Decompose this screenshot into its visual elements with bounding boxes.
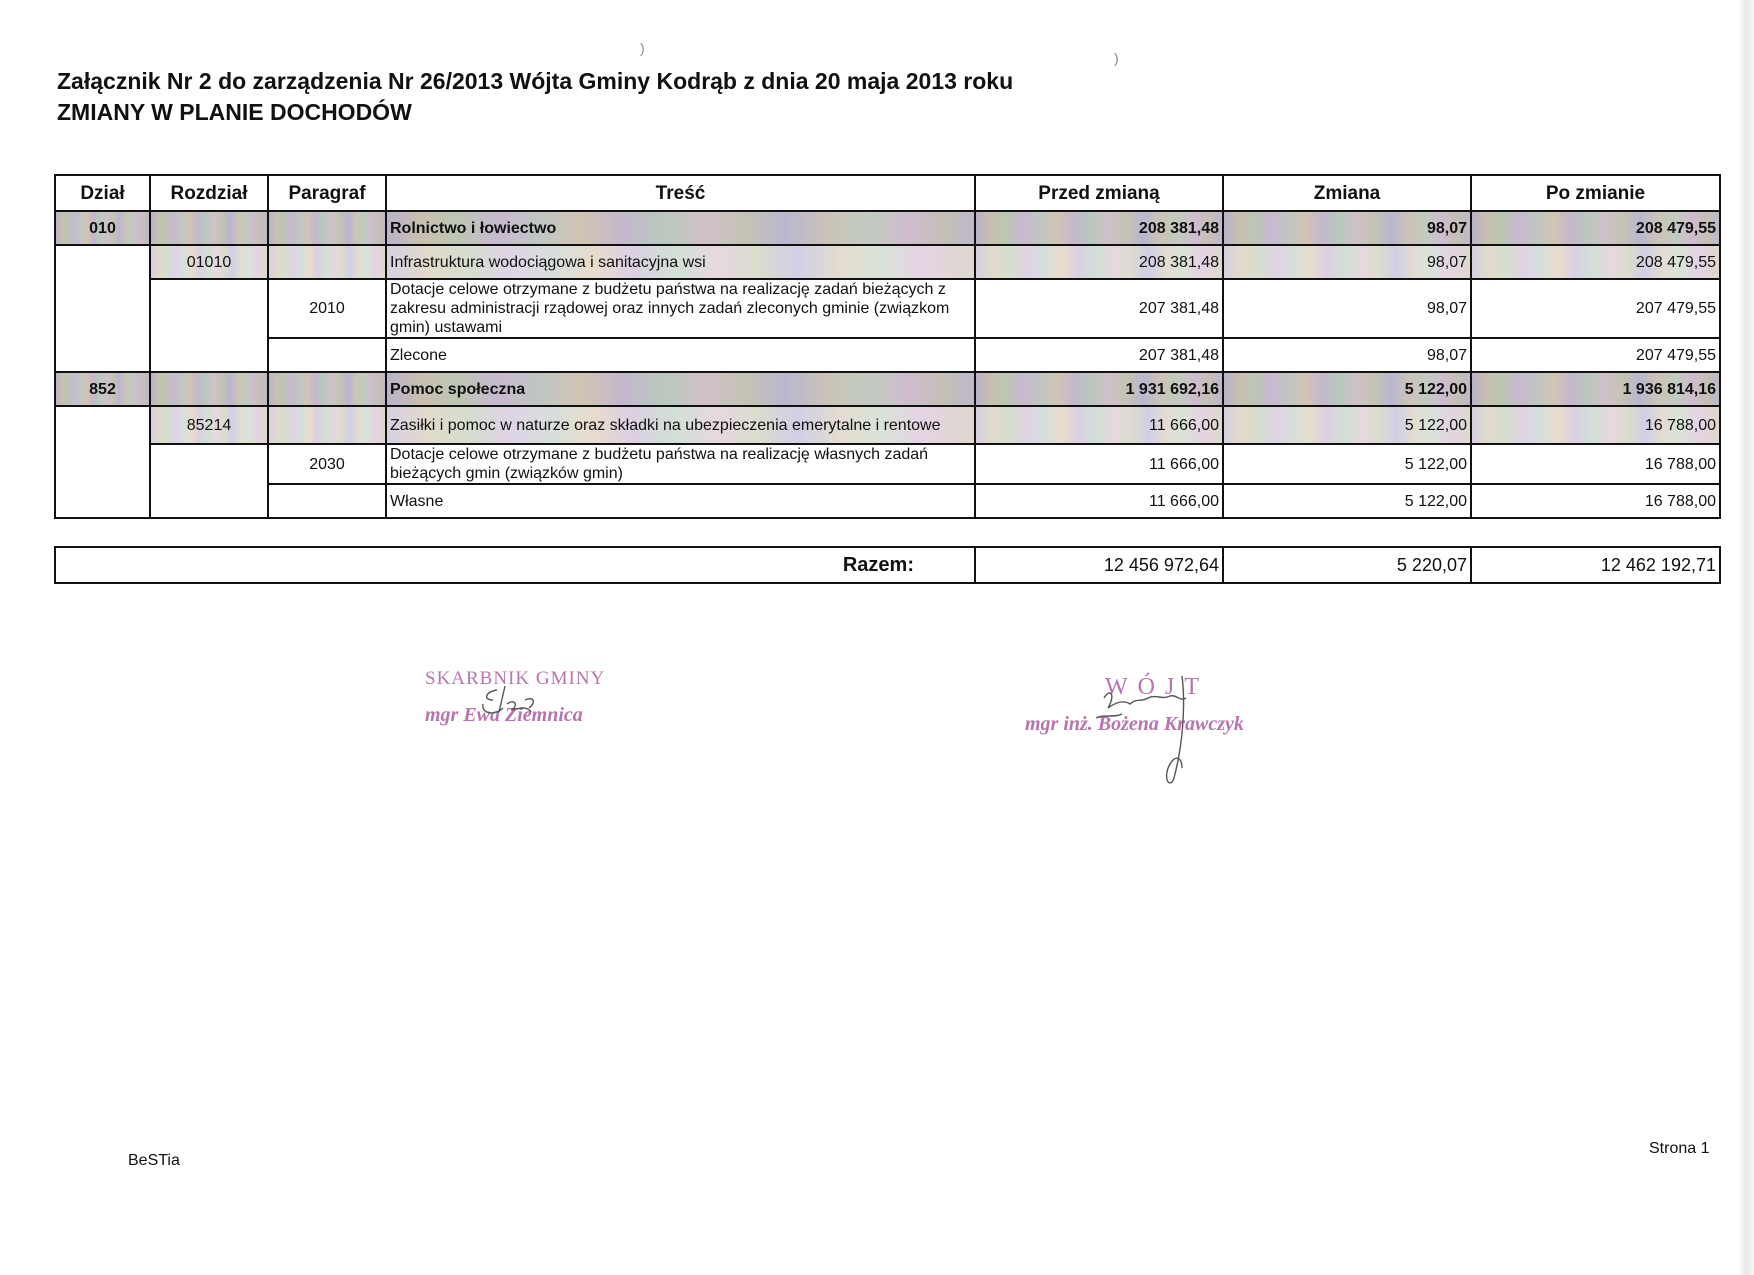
document-subtitle: ZMIANY W PLANIE DOCHODÓW bbox=[57, 99, 412, 125]
mayor-stamp-title: WÓJT bbox=[1105, 674, 1209, 700]
total-zmiana: 5 220,07 bbox=[1223, 547, 1471, 583]
cell-paragraf: 2030 bbox=[268, 444, 386, 484]
scan-edge bbox=[1740, 0, 1754, 1275]
cell-tresc: Rolnictwo i łowiectwo bbox=[386, 211, 975, 245]
header-dzial: Dział bbox=[55, 175, 150, 211]
cell-zmiana: 5 122,00 bbox=[1223, 372, 1471, 406]
cell-rozdzial: 01010 bbox=[150, 245, 268, 279]
document-title: Załącznik Nr 2 do zarządzenia Nr 26/2013 Wójta Gminy Kodrąb z dnia 20 maja 2013 roku bbox=[57, 68, 1014, 94]
cell-po: 1 936 814,16 bbox=[1471, 372, 1720, 406]
cell-dzial: 852 bbox=[55, 372, 150, 406]
cell-dzial: 010 bbox=[55, 211, 150, 245]
table-row-rozdzial bbox=[55, 406, 1720, 444]
cell-zmiana: 5 122,00 bbox=[1223, 484, 1471, 518]
header-rozdzial: Rozdział bbox=[150, 175, 268, 211]
table-row-rozdzial bbox=[55, 245, 1720, 279]
footer-page-number: Strona 1 bbox=[1649, 1140, 1710, 1157]
table-header-row bbox=[55, 175, 1720, 211]
cell-po: 16 788,00 bbox=[1471, 484, 1720, 518]
header-tresc: Treść bbox=[386, 175, 975, 211]
header-paragraf: Paragraf bbox=[268, 175, 386, 211]
treasurer-stamp-title: SKARBNIK GMINY bbox=[425, 668, 606, 689]
cell-po: 208 479,55 bbox=[1471, 245, 1720, 279]
cell-rozdzial bbox=[150, 279, 268, 372]
scan-speck: ) bbox=[1114, 50, 1119, 66]
footer-software-label: BeSTia bbox=[128, 1152, 180, 1169]
cell-rozdzial bbox=[150, 211, 268, 245]
total-table bbox=[54, 546, 1721, 584]
cell-zmiana: 5 122,00 bbox=[1223, 406, 1471, 444]
cell-rozdzial bbox=[150, 444, 268, 518]
cell-dzial bbox=[55, 245, 150, 372]
cell-po: 208 479,55 bbox=[1471, 211, 1720, 245]
scan-speck: ) bbox=[640, 40, 645, 56]
table-row-paragraf bbox=[55, 444, 1720, 484]
cell-tresc: Dotacje celowe otrzymane z budżetu państwa na realizację zadań bieżących z zakresu administracji rządowej oraz innych zadań zleconych gminie (związkom gmin) ustawami bbox=[386, 279, 975, 338]
cell-zmiana: 98,07 bbox=[1223, 279, 1471, 338]
cell-przed: 208 381,48 bbox=[975, 245, 1223, 279]
header-przed-zmiana: Przed zmianą bbox=[975, 175, 1223, 211]
total-row bbox=[55, 547, 1720, 583]
cell-przed: 11 666,00 bbox=[975, 406, 1223, 444]
mayor-stamp-name: mgr inż. Bożena Krawczyk bbox=[1025, 713, 1244, 735]
cell-przed: 11 666,00 bbox=[975, 484, 1223, 518]
cell-przed: 1 931 692,16 bbox=[975, 372, 1223, 406]
cell-paragraf bbox=[268, 211, 386, 245]
table-row-dzial bbox=[55, 372, 1720, 406]
mayor-signature bbox=[1090, 668, 1220, 793]
cell-dzial bbox=[55, 406, 150, 518]
cell-paragraf bbox=[268, 406, 386, 444]
cell-paragraf bbox=[268, 338, 386, 372]
cell-paragraf bbox=[268, 372, 386, 406]
table-row-paragraf bbox=[55, 279, 1720, 338]
cell-przed: 208 381,48 bbox=[975, 211, 1223, 245]
header-po-zmianie: Po zmianie bbox=[1471, 175, 1720, 211]
cell-po: 207 479,55 bbox=[1471, 279, 1720, 338]
treasurer-stamp-name: mgr Ewa Ziemnica bbox=[425, 704, 583, 726]
table-row-type bbox=[55, 484, 1720, 518]
total-po: 12 462 192,71 bbox=[1471, 547, 1720, 583]
table-row-dzial bbox=[55, 211, 1720, 245]
cell-paragraf bbox=[268, 484, 386, 518]
cell-przed: 207 381,48 bbox=[975, 338, 1223, 372]
cell-zmiana: 98,07 bbox=[1223, 338, 1471, 372]
cell-paragraf: 2010 bbox=[268, 279, 386, 338]
cell-po: 16 788,00 bbox=[1471, 406, 1720, 444]
cell-tresc: Dotacje celowe otrzymane z budżetu państwa na realizację własnych zadań bieżących gmin (związków gmin) bbox=[386, 444, 975, 484]
cell-tresc: Własne bbox=[386, 484, 975, 518]
total-przed: 12 456 972,64 bbox=[975, 547, 1223, 583]
cell-zmiana: 98,07 bbox=[1223, 245, 1471, 279]
cell-przed: 11 666,00 bbox=[975, 444, 1223, 484]
cell-rozdzial: 85214 bbox=[150, 406, 268, 444]
cell-przed: 207 381,48 bbox=[975, 279, 1223, 338]
cell-rozdzial bbox=[150, 372, 268, 406]
cell-tresc: Infrastruktura wodociągowa i sanitacyjna wsi bbox=[386, 245, 975, 279]
cell-po: 16 788,00 bbox=[1471, 444, 1720, 484]
total-label: Razem: bbox=[55, 547, 975, 583]
cell-po: 207 479,55 bbox=[1471, 338, 1720, 372]
cell-zmiana: 98,07 bbox=[1223, 211, 1471, 245]
cell-tresc: Zasiłki i pomoc w naturze oraz składki na ubezpieczenia emerytalne i rentowe bbox=[386, 406, 975, 444]
cell-tresc: Zlecone bbox=[386, 338, 975, 372]
cell-paragraf bbox=[268, 245, 386, 279]
table-row-type bbox=[55, 338, 1720, 372]
cell-zmiana: 5 122,00 bbox=[1223, 444, 1471, 484]
cell-tresc: Pomoc społeczna bbox=[386, 372, 975, 406]
treasurer-signature bbox=[475, 682, 545, 722]
income-changes-table bbox=[54, 174, 1721, 519]
header-zmiana: Zmiana bbox=[1223, 175, 1471, 211]
